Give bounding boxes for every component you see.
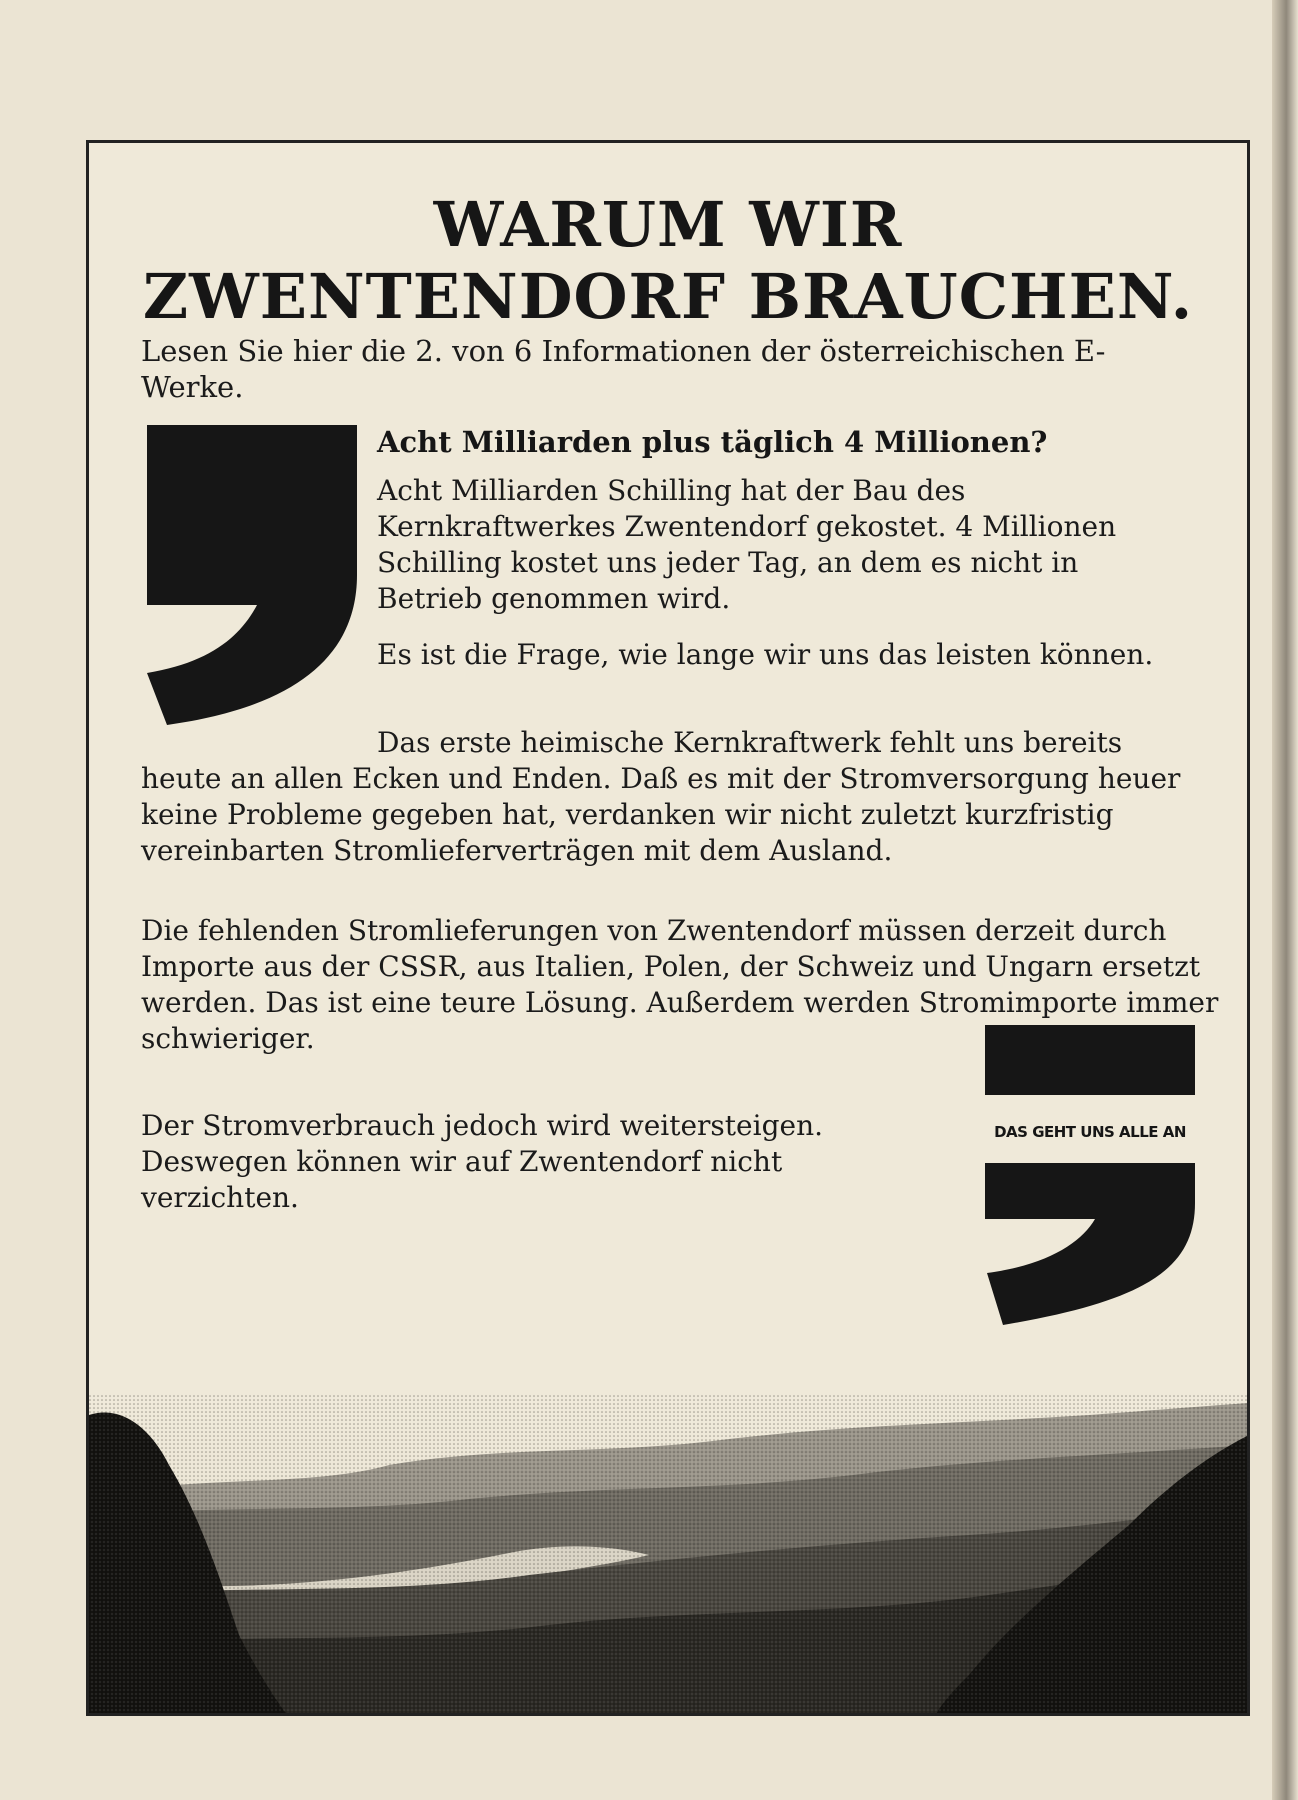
logo-comma-icon — [985, 1025, 1195, 1325]
quote-comma-icon — [147, 425, 357, 725]
headline-line-1: WARUM WIR — [433, 188, 903, 261]
headline-line-2: ZWENTENDORF BRAUCHEN. — [142, 260, 1194, 333]
paragraph-2: Es ist die Frage, wie lange wir uns das leisten können. — [377, 638, 1154, 671]
headline — [89, 189, 1247, 333]
paragraph-1: Acht Milliarden Schilling hat der Bau des Kernkraftwerkes Zwentendorf gekostet. 4 Millionen Schilling kostet uns jeder Tag, an dem es nicht in Betrieb genommen wird. — [377, 474, 1117, 615]
paragraph-4: Die fehlenden Stromlieferungen von Zwentendorf müssen derzeit durch Importe aus der CSSR, aus Italien, Polen, der Schweiz und Ungarn ersetzt werden. Das ist eine teure Lösung. Außerdem werden Stromimporte immer schwieriger. — [141, 914, 1219, 1055]
e-werke-logo — [985, 1025, 1195, 1325]
advertisement — [86, 140, 1250, 1716]
intro-text: Lesen Sie hier die 2. von 6 Informationen der österreichischen E-Werke. — [141, 334, 1106, 404]
subheading: Acht Milliarden plus täglich 4 Millionen? — [377, 425, 1048, 459]
page-edge — [1272, 0, 1298, 1800]
logo-tagline: DAS GEHT UNS ALLE AN — [994, 1123, 1186, 1141]
landscape-photo — [89, 1395, 1249, 1716]
paragraph-5: Der Stromverbrauch jedoch wird weitersteigen. Deswegen können wir auf Zwentendorf nicht verzichten. — [141, 1109, 824, 1214]
paragraph-3: Das erste heimische Kernkraftwerk fehlt uns bereits heute an allen Ecken und Enden. Daß es mit der Stromversorgung heuer keine Probleme gegeben hat, verdanken wir nicht zuletzt kurzfristig vereinbarten Stromlieferverträgen mit dem Ausland. — [141, 726, 1181, 867]
